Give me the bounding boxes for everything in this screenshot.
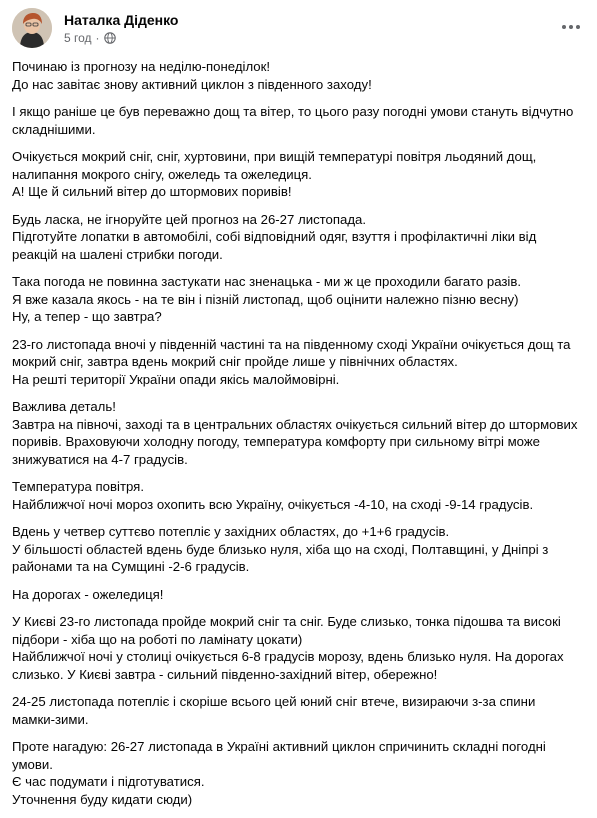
post-text-line: І якщо раніше це був переважно дощ та вітер, то цього разу погодні умови стануть відчутно [12,104,574,119]
post-text-line: знижуватися на 4-7 градусів. [12,451,188,467]
post-paragraph [12,738,584,808]
post-text-line: На дорогах - ожеледиця! [12,586,164,602]
post-text-line: слизько. У Києві завтра - сильний південно-західний вітер, обережно! [12,666,438,682]
more-options-button[interactable] [555,10,587,42]
post-text-line: районами та на Сумщині -2-6 градусів. [12,559,250,574]
avatar-image [12,8,52,48]
post-text-line: умови. [12,756,53,772]
post-text-line: складнішими. [12,121,96,137]
post-text-line: Я вже казала якось - на те він і пізній листопад, щоб оцінити належно пізню весну) [12,291,519,307]
post-text-line: Очікується мокрий сніг, сніг, хуртовини, при вищій температурі повітря льодяний дощ, [12,149,537,164]
post-meta [64,30,116,46]
post-paragraph [12,58,584,93]
post-text-line: У Києві 23-го листопада пройде мокрий сніг та сніг. Буде слизько, тонка підошва та високі [12,614,561,629]
post-text-line: реакцій на шалені стрибки погоди. [12,246,223,262]
post-text-line: Завтра на півночі, заході та в центральних областях очікується сильний вітер до штормових [12,416,578,432]
post-text-line: Найближчої ночі мороз охопить всю Україну, очікується -4-10, на сході -9-14 градусів. [12,496,534,512]
post-text-line: Найближчої ночі у столиці очікується 6-8 градусів морозу, вдень близько нуля. На дорогах [12,649,564,664]
post-text-line: Важлива деталь! [12,399,116,414]
post-paragraph [12,398,584,468]
post-text-line: мокрий сніг, завтра вдень мокрий сніг пройде лише у північних областях. [12,354,458,369]
globe-icon [104,32,116,44]
post-text-line: мамки-зими. [12,711,89,727]
post-paragraph [12,336,584,389]
post-paragraph [12,211,584,264]
post-text-line: У більшості областей вдень буде близько нуля, хіба що на сході, Полтавщині, у Дніпрі з [12,541,549,557]
post-header [12,8,587,48]
post-paragraph [12,478,584,513]
post-text-line: налипання мокрого снігу, ожеледь та ожеледиця. [12,166,312,182]
post-paragraph [12,273,584,326]
post-text-line: 24-25 листопада потепліє і скоріше всього цей юний сніг втече, визираючи з-за спини [12,694,536,709]
author-avatar[interactable] [12,8,52,48]
more-options-icon [561,17,581,35]
post-text-line: Уточнення буду кидати сюди) [12,791,193,807]
post-text-line: Ну, а тепер - що завтра? [12,309,162,324]
post-text-line: На решті території України опади якісь малоймовірні. [12,371,340,387]
post-text-line: Температура повітря. [12,479,144,494]
post-text-line: 23-го листопада вночі у південній частині та на південному сході України очікується дощ та [12,336,571,352]
post-text-line: Вдень у четвер суттєво потепліє у західних областях, до +1+6 градусів. [12,524,450,539]
post-timestamp[interactable]: 5 год [64,31,92,45]
post-text-line: Підготуйте лопатки в автомобілі, собі відповідний одяг, взуття і профілактичні ліки від [12,229,537,244]
post-text-line: поривів. Враховуючи холодну погоду, температура комфорту при сильному вітрі може [12,434,540,449]
post-paragraph [12,148,584,201]
post-text-line: Будь ласка, не ігноруйте цей прогноз на 26-27 листопада. [12,211,367,227]
post-text-line: А! Ще й сильний вітер до штормових поривів! [12,184,292,199]
post-text-line: Починаю із прогнозу на неділю-понеділок! [12,59,271,74]
post-text-line: Така погода не повинна застукати нас зненацька - ми ж це проходили багато разів. [12,274,522,289]
post-text-line: підбори - хіба що на роботі по ламінату цокати) [12,631,303,647]
post-body [12,58,584,818]
post-paragraph [12,103,584,138]
meta-separator: · [95,31,100,45]
post-paragraph [12,586,584,604]
post-paragraph [12,523,584,576]
post-text-line: Є час подумати і підготуватися. [12,774,205,789]
post-paragraph [12,693,584,728]
post-paragraph [12,613,584,683]
post-text-line: До нас завітає знову активний циклон з південного заходу! [12,76,372,92]
post-text-line: Проте нагадую: 26-27 листопада в Україні активний циклон спричинить складні погодні [12,739,546,754]
author-name[interactable]: Наталка Діденко [64,12,179,28]
